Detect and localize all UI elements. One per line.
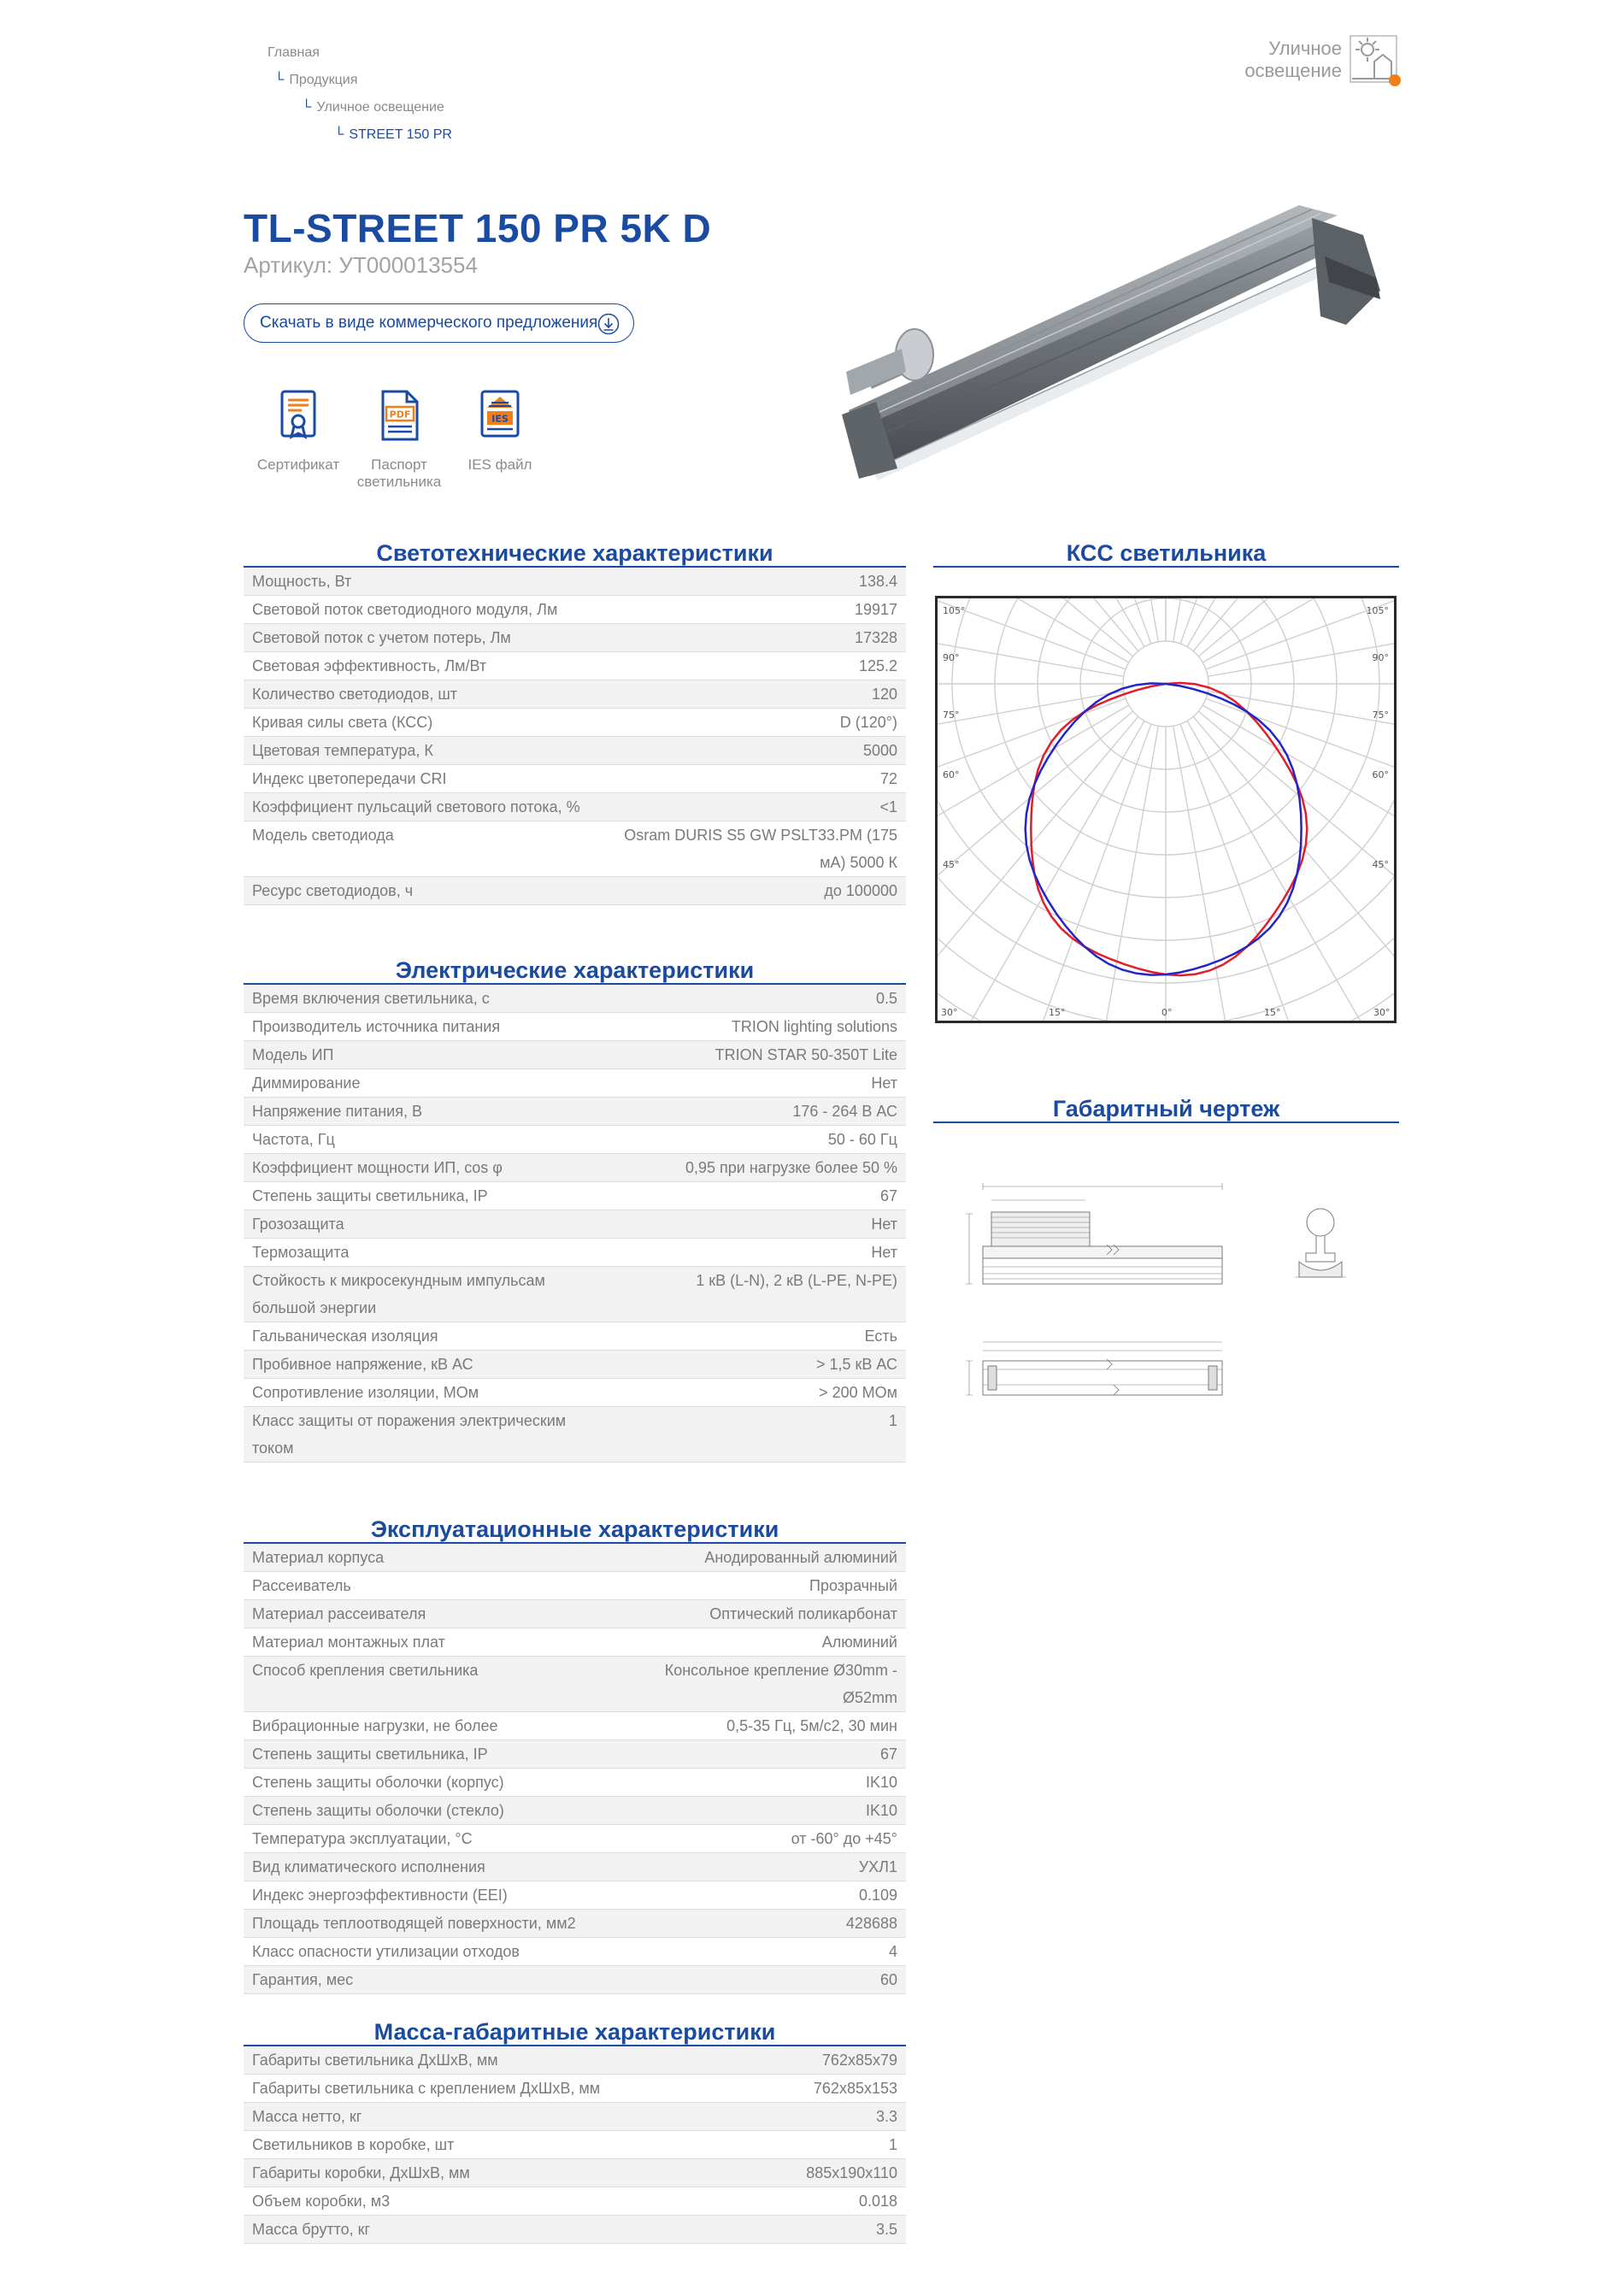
- category-label-line2: освещение: [1244, 60, 1342, 81]
- breadcrumb: [268, 39, 452, 149]
- breadcrumb-tick: └: [334, 127, 344, 142]
- spec-value: > 200 МОм: [819, 1384, 897, 1401]
- spec-value: 1: [888, 2136, 897, 2153]
- spec-label: Способ крепления светильника: [252, 1662, 479, 1679]
- spec-value: 120: [871, 686, 897, 703]
- ksc-angle-label: 45°: [943, 859, 960, 870]
- breadcrumb-products[interactable]: [268, 67, 452, 94]
- spec-row: [244, 2216, 906, 2244]
- spec-label: Цветовая температура, К: [252, 742, 433, 759]
- spec-value: 762x85x153: [813, 2080, 897, 2097]
- ksc-angle-label: 105°: [943, 605, 966, 616]
- spec-row: [244, 985, 906, 1013]
- spec-row: [244, 1825, 906, 1853]
- spec-value: D (120°): [839, 714, 897, 731]
- spec-label: Напряжение питания, В: [252, 1103, 422, 1120]
- ksc-angle-label: 105°: [1366, 605, 1389, 616]
- document-links: [248, 389, 550, 491]
- spec-row: [244, 1657, 906, 1712]
- spec-value: Osram DURIS S5 GW PSLT33.PM (175 мА) 5000 К: [624, 827, 897, 871]
- spec-label: Пробивное напряжение, кВ АС: [252, 1356, 473, 1373]
- spec-value: до 100000: [824, 882, 897, 899]
- spec-row: [244, 1544, 906, 1572]
- spec-label: Световая эффективность, Лм/Вт: [252, 657, 487, 674]
- ies-icon: [473, 389, 526, 442]
- spec-row: [244, 1628, 906, 1657]
- ksc-angle-label: 15°: [1264, 1007, 1281, 1018]
- spec-label: Гарантия, мес: [252, 1971, 354, 1988]
- spec-label: Рассеиватель: [252, 1577, 351, 1594]
- spec-row: [244, 737, 906, 765]
- ksc-angle-label: 75°: [943, 709, 960, 721]
- spec-row: [244, 1910, 906, 1938]
- breadcrumb-products-label: Продукция: [289, 73, 358, 87]
- ksc-angle-label: 75°: [1372, 709, 1389, 721]
- spec-row: [244, 1881, 906, 1910]
- spec-row: [244, 1069, 906, 1098]
- breadcrumb-home[interactable]: [268, 39, 452, 67]
- spec-value: 3.3: [875, 2108, 897, 2125]
- svg-text:IES: IES: [491, 413, 509, 425]
- spec-value: 19917: [854, 601, 897, 618]
- ksc-angle-label: 0°: [1161, 1007, 1173, 1018]
- spec-value: Нет: [871, 1074, 897, 1092]
- spec-row: [244, 2046, 906, 2075]
- spec-value: 176 - 264 В АС: [792, 1103, 897, 1120]
- spec-label: Материал рассеивателя: [252, 1605, 426, 1622]
- spec-label: Степень защиты светильника, IP: [252, 1187, 488, 1204]
- breadcrumb-current: [268, 121, 452, 149]
- spec-value: 67: [879, 1746, 897, 1763]
- spec-value: Оптический поликарбонат: [709, 1605, 897, 1622]
- spec-label: Количество светодиодов, шт: [252, 686, 458, 703]
- breadcrumb-street-lighting-label: Уличное освещение: [316, 100, 444, 115]
- spec-value: 885x190x110: [806, 2164, 897, 2181]
- spec-row: [244, 2103, 906, 2131]
- spec-label: Степень защиты оболочки (корпус): [252, 1774, 504, 1791]
- ksc-angle-label: 60°: [1372, 769, 1389, 780]
- spec-value: Анодированный алюминий: [704, 1549, 897, 1566]
- spec-label: Стойкость к микросекундным импульсам большой энергии: [252, 1272, 545, 1316]
- spec-value: <1: [879, 798, 897, 815]
- spec-row: [244, 1572, 906, 1600]
- spec-label: Масса брутто, кг: [252, 2221, 371, 2238]
- dimension-drawing: [957, 1171, 1385, 1428]
- spec-row: [244, 1041, 906, 1069]
- breadcrumb-tick: └: [302, 100, 312, 115]
- spec-row: [244, 652, 906, 680]
- spec-row: [244, 1210, 906, 1239]
- spec-row: [244, 1740, 906, 1769]
- spec-row: [244, 1966, 906, 1994]
- spec-row: [244, 1600, 906, 1628]
- electric-specs-title: Электрические характеристики: [244, 956, 906, 985]
- breadcrumb-home-label: Главная: [268, 45, 320, 60]
- spec-label: Индекс цветопередачи CRI: [252, 770, 447, 787]
- spec-value: 17328: [854, 629, 897, 646]
- spec-label: Частота, Гц: [252, 1131, 335, 1148]
- spec-label: Индекс энергоэффективности (EEI): [252, 1887, 508, 1904]
- drawing-title: Габаритный чертеж: [933, 1094, 1399, 1123]
- category-street-lighting[interactable]: [1231, 34, 1402, 94]
- spec-label: Температура эксплуатации, °С: [252, 1830, 473, 1847]
- spec-row: [244, 1853, 906, 1881]
- spec-row: [244, 1267, 906, 1322]
- spec-row: [244, 1239, 906, 1267]
- operation-specs-table: [244, 1544, 906, 1994]
- mass-specs-section: [244, 2017, 906, 2244]
- spec-row: [244, 877, 906, 905]
- spec-value: Нет: [871, 1244, 897, 1261]
- spec-row: [244, 709, 906, 737]
- spec-row: [244, 821, 906, 877]
- spec-value: 0.109: [858, 1887, 897, 1904]
- ies-label: IES файл: [467, 456, 532, 473]
- spec-label: Кривая силы света (КСС): [252, 714, 433, 731]
- spec-row: [244, 1938, 906, 1966]
- spec-value: 1 кВ (L-N), 2 кВ (L-PE, N-PE): [696, 1272, 897, 1289]
- certificate-icon: [272, 389, 325, 442]
- spec-label: Габариты светильника с креплением ДхШхВ, мм: [252, 2080, 601, 2097]
- spec-row: [244, 793, 906, 821]
- spec-row: [244, 1013, 906, 1041]
- spec-row: [244, 2075, 906, 2103]
- breadcrumb-street-lighting[interactable]: [268, 94, 452, 121]
- spec-label: Гальваническая изоляция: [252, 1328, 438, 1345]
- spec-label: Площадь теплоотводящей поверхности, мм2: [252, 1915, 576, 1932]
- spec-value: > 1,5 кВ АС: [815, 1356, 897, 1373]
- spec-value: 1: [888, 1412, 897, 1429]
- spec-label: Диммирование: [252, 1074, 361, 1092]
- operation-specs-section: [244, 1515, 906, 1994]
- spec-label: Сопротивление изоляции, МОм: [252, 1384, 479, 1401]
- spec-row: [244, 680, 906, 709]
- category-label-line1: Уличное: [1268, 38, 1342, 59]
- spec-value: Есть: [864, 1328, 897, 1345]
- ksc-angle-label: 90°: [943, 652, 960, 663]
- spec-label: Материал монтажных плат: [252, 1634, 445, 1651]
- spec-row: [244, 1322, 906, 1351]
- luminaire-photo: [833, 197, 1402, 487]
- ksc-angle-label: 60°: [943, 769, 960, 780]
- pdf-icon: [373, 389, 426, 442]
- spec-label: Производитель источника питания: [252, 1018, 501, 1035]
- spec-value: TRION STAR 50-350T Lite: [714, 1046, 897, 1063]
- spec-value: Нет: [871, 1216, 897, 1233]
- spec-row: [244, 2159, 906, 2187]
- spec-label: Класс опасности утилизации отходов: [252, 1943, 520, 1960]
- light-specs-section: [244, 539, 906, 905]
- spec-label: Модель светодиода: [252, 827, 394, 844]
- certificate-label: Сертификат: [256, 456, 340, 473]
- spec-row: [244, 1379, 906, 1407]
- spec-row: [244, 1154, 906, 1182]
- spec-row: [244, 2187, 906, 2216]
- spec-label: Габариты светильника ДхШхВ, мм: [252, 2052, 498, 2069]
- light-specs-title: Светотехнические характеристики: [244, 539, 906, 568]
- spec-value: 60: [879, 1971, 897, 1988]
- download-offer-button[interactable]: [244, 303, 634, 343]
- download-offer-label: Скачать в виде коммерческого предложения: [260, 314, 598, 332]
- spec-label: Коэффициент пульсаций светового потока, %: [252, 798, 580, 815]
- certificate-link[interactable]: [248, 389, 349, 491]
- spec-value: 0.018: [858, 2193, 897, 2210]
- ksc-title: КСС светильника: [933, 539, 1399, 568]
- spec-row: [244, 1182, 906, 1210]
- ksc-angle-label: 30°: [941, 1007, 958, 1018]
- ksc-angle-label: 45°: [1372, 859, 1389, 870]
- operation-specs-title: Эксплуатационные характеристики: [244, 1515, 906, 1544]
- mass-specs-table: [244, 2046, 906, 2244]
- spec-label: Световой поток светодиодного модуля, Лм: [252, 601, 558, 618]
- spec-label: Грозозащита: [252, 1216, 344, 1233]
- spec-value: УХЛ1: [858, 1858, 897, 1875]
- spec-value: 3.5: [875, 2221, 897, 2238]
- spec-row: [244, 624, 906, 652]
- passport-label: Паспорт светильника: [356, 456, 442, 490]
- spec-value: 0.5: [875, 990, 897, 1007]
- passport-link[interactable]: [349, 389, 450, 491]
- spec-value: 4: [888, 1943, 897, 1960]
- spec-label: Ресурс светодиодов, ч: [252, 882, 414, 899]
- ksc-angle-label: 15°: [1049, 1007, 1066, 1018]
- drawing-section: [933, 1094, 1399, 1123]
- ksc-angle-label: 90°: [1372, 652, 1389, 663]
- spec-row: [244, 1769, 906, 1797]
- ksc-angle-label: 30°: [1373, 1007, 1391, 1018]
- spec-row: [244, 765, 906, 793]
- spec-value: IK10: [865, 1802, 897, 1819]
- spec-value: 428688: [845, 1915, 897, 1932]
- breadcrumb-tick: └: [274, 73, 285, 87]
- spec-label: Вид климатического исполнения: [252, 1858, 485, 1875]
- spec-label: Степень защиты оболочки (стекло): [252, 1802, 504, 1819]
- spec-value: 72: [879, 770, 897, 787]
- breadcrumb-current-label: STREET 150 PR: [349, 127, 452, 142]
- spec-label: Термозащита: [252, 1244, 350, 1261]
- polar-grid: [938, 598, 1394, 1021]
- spec-row: [244, 596, 906, 624]
- download-icon: [597, 313, 620, 335]
- svg-text:PDF: PDF: [389, 409, 411, 421]
- spec-row: [244, 1126, 906, 1154]
- electric-specs-section: [244, 956, 906, 1463]
- spec-value: 138.4: [858, 573, 897, 590]
- ksc-polar-diagram: [935, 596, 1397, 1023]
- category-label: [1244, 38, 1342, 82]
- ies-link[interactable]: [450, 389, 550, 491]
- spec-label: Степень защиты светильника, IP: [252, 1746, 488, 1763]
- spec-label: Мощность, Вт: [252, 573, 352, 590]
- mass-specs-title: Масса-габаритные характеристики: [244, 2017, 906, 2046]
- product-title: TL-STREET 150 PR 5K D: [244, 206, 712, 250]
- spec-label: Материал корпуса: [252, 1549, 385, 1566]
- spec-value: Прозрачный: [809, 1577, 897, 1594]
- spec-label: Светильников в коробке, шт: [252, 2136, 455, 2153]
- spec-value: от -60° до +45°: [791, 1830, 897, 1847]
- spec-row: [244, 1712, 906, 1740]
- spec-value: 0,95 при нагрузке более 50 %: [685, 1159, 897, 1176]
- spec-row: [244, 1098, 906, 1126]
- ksc-polar-svg: [938, 598, 1394, 1021]
- spec-value: TRION lighting solutions: [731, 1018, 897, 1035]
- street-lighting-icon: [1349, 34, 1402, 87]
- product-article: Артикул: УТ000013554: [244, 252, 478, 278]
- spec-label: Объем коробки, м3: [252, 2193, 391, 2210]
- spec-row: [244, 2131, 906, 2159]
- spec-value: 5000: [862, 742, 897, 759]
- spec-value: IK10: [865, 1774, 897, 1791]
- spec-label: Коэффициент мощности ИП, cos φ: [252, 1159, 503, 1176]
- spec-value: Консольное крепление Ø30mm - Ø52mm: [664, 1662, 897, 1706]
- spec-label: Габариты коробки, ДхШхВ, мм: [252, 2164, 470, 2181]
- spec-row: [244, 1351, 906, 1379]
- spec-label: Класс защиты от поражения электрическим током: [252, 1412, 567, 1457]
- spec-value: 50 - 60 Гц: [827, 1131, 897, 1148]
- spec-value: 762x85x79: [821, 2052, 897, 2069]
- electric-specs-table: [244, 985, 906, 1463]
- spec-label: Световой поток с учетом потерь, Лм: [252, 629, 511, 646]
- light-specs-table: [244, 568, 906, 905]
- ksc-section: [933, 539, 1399, 568]
- spec-label: Модель ИП: [252, 1046, 334, 1063]
- spec-label: Время включения светильника, с: [252, 990, 490, 1007]
- spec-row: [244, 1797, 906, 1825]
- spec-value: 0,5-35 Гц, 5м/с2, 30 мин: [726, 1717, 897, 1734]
- spec-value: 125.2: [858, 657, 897, 674]
- spec-value: 67: [879, 1187, 897, 1204]
- spec-label: Вибрационные нагрузки, не более: [252, 1717, 498, 1734]
- spec-row: [244, 568, 906, 596]
- spec-row: [244, 1407, 906, 1463]
- spec-label: Масса нетто, кг: [252, 2108, 362, 2125]
- spec-value: Алюминий: [821, 1634, 897, 1651]
